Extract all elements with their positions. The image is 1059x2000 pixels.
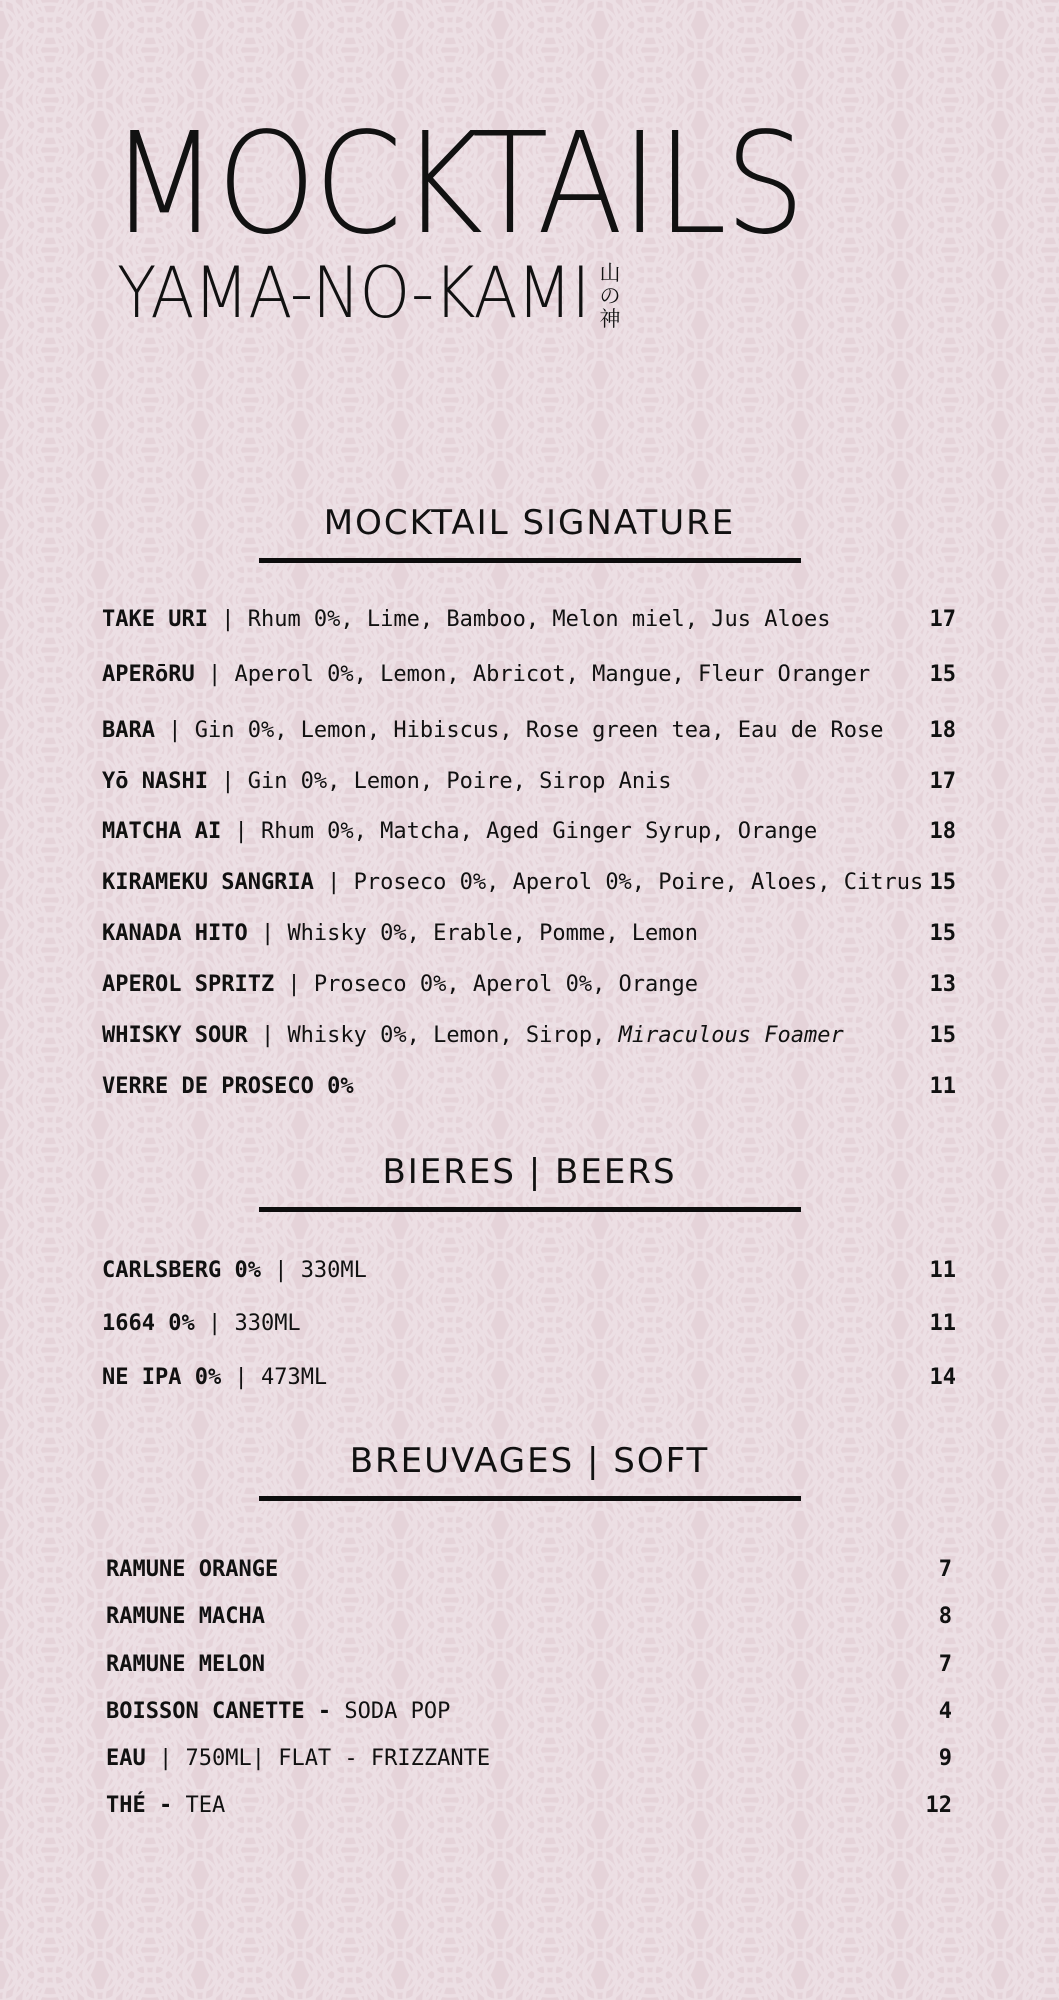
item-description: | Rhum 0%, Matcha, Aged Ginger Syrup, Orange (221, 819, 818, 844)
item-description-italic: Miraculous Foamer (618, 1023, 844, 1048)
menu-item (102, 1367, 956, 1389)
item-description: | Aperol 0%, Lemon, Abricot, Mangue, Fleur Oranger (194, 662, 871, 687)
item-description: | Rhum 0%, Lime, Bamboo, Melon miel, Jus Aloes (207, 607, 831, 632)
kanji-vertical-text (598, 262, 622, 331)
menu-item (106, 1701, 952, 1723)
item-name: 1664 0% (102, 1311, 195, 1336)
menu-item (106, 1748, 952, 1770)
item-description: | Gin 0%, Lemon, Poire, Sirop Anis (207, 769, 672, 794)
item-price: 9 (938, 1746, 952, 1771)
item-price: 13 (929, 972, 956, 997)
item-description: | 330ML (194, 1311, 301, 1336)
item-price: 7 (938, 1652, 952, 1677)
kanji-char: 山 (599, 261, 621, 285)
item-description: | Gin 0%, Lemon, Hibiscus, Rose green tea, Eau de Rose (154, 718, 884, 743)
item-price: 15 (929, 870, 956, 895)
menu-item (102, 1025, 956, 1047)
menu-item (102, 771, 956, 793)
item-name: RAMUNE MELON (106, 1652, 265, 1677)
item-description: | 330ML (260, 1258, 367, 1283)
item-price: 17 (929, 607, 956, 632)
kanji-char: の (599, 284, 621, 308)
menu-item (102, 720, 956, 742)
item-description: TEA (185, 1793, 226, 1818)
item-price: 15 (929, 1023, 956, 1048)
menu-item (102, 609, 956, 631)
section-title: BREUVAGES | SOFT (349, 1441, 710, 1481)
item-description: | 750ML| FLAT - FRIZZANTE (145, 1746, 491, 1771)
menu-item (102, 974, 956, 996)
item-name: RAMUNE MACHA (106, 1604, 265, 1629)
menu-item (102, 1313, 956, 1335)
menu-item (106, 1795, 952, 1817)
item-name: TAKE URI (102, 607, 208, 632)
item-name: APEROL SPRITZ (102, 972, 275, 997)
page-title: MOCKTAILS (110, 103, 804, 266)
item-price: 7 (938, 1557, 952, 1582)
item-name: NE IPA 0% (102, 1365, 222, 1390)
item-name: RAMUNE ORANGE (106, 1557, 279, 1582)
section-divider (259, 1207, 801, 1212)
kanji-char: 神 (599, 307, 621, 331)
item-description: SODA POP (344, 1699, 451, 1724)
item-name: KANADA HITO (102, 921, 248, 946)
menu-item (106, 1559, 952, 1581)
menu-item (102, 664, 956, 686)
item-name: EAU (106, 1746, 146, 1771)
menu-item (102, 821, 956, 843)
item-name: BOISSON CANETTE - (106, 1699, 345, 1724)
section-title: MOCKTAIL SIGNATURE (323, 503, 736, 543)
item-price: 11 (929, 1258, 956, 1283)
item-name: KIRAMEKU SANGRIA (102, 870, 314, 895)
menu-item (102, 923, 956, 945)
section-title: BIERES | BEERS (382, 1152, 677, 1192)
item-price: 18 (929, 819, 956, 844)
item-price: 12 (925, 1793, 952, 1818)
item-price: 17 (929, 769, 956, 794)
restaurant-name: YAMA-NO-KAMI (117, 252, 590, 334)
item-price: 11 (929, 1074, 956, 1099)
section-divider (259, 558, 801, 563)
section-divider (259, 1496, 801, 1501)
menu-item (102, 872, 956, 894)
item-price: 18 (929, 718, 956, 743)
item-price: 15 (929, 662, 956, 687)
item-price: 11 (929, 1311, 956, 1336)
item-price: 14 (929, 1365, 956, 1390)
item-name: WHISKY SOUR (102, 1023, 248, 1048)
item-name: BARA (102, 718, 155, 743)
item-price: 15 (929, 921, 956, 946)
item-description: | 473ML (221, 1365, 328, 1390)
menu-item (102, 1076, 956, 1098)
item-price: 4 (938, 1699, 952, 1724)
menu-item (106, 1654, 952, 1676)
item-description: | Proseco 0%, Aperol 0%, Poire, Aloes, Citrus (313, 870, 924, 895)
item-name: THÉ - (106, 1793, 186, 1818)
item-price: 8 (938, 1604, 952, 1629)
item-name: APERōRU (102, 662, 195, 687)
item-name: MATCHA AI (102, 819, 222, 844)
item-name: VERRE DE PROSECO 0% (102, 1074, 354, 1099)
item-name: Yō NASHI (102, 769, 208, 794)
menu-item (102, 1260, 956, 1282)
menu-item (106, 1606, 952, 1628)
item-name: CARLSBERG 0% (102, 1258, 261, 1283)
item-description: | Proseco 0%, Aperol 0%, Orange (274, 972, 699, 997)
item-description: | Whisky 0%, Erable, Pomme, Lemon (247, 921, 699, 946)
item-description: | Whisky 0%, Lemon, Sirop, (247, 1023, 619, 1048)
